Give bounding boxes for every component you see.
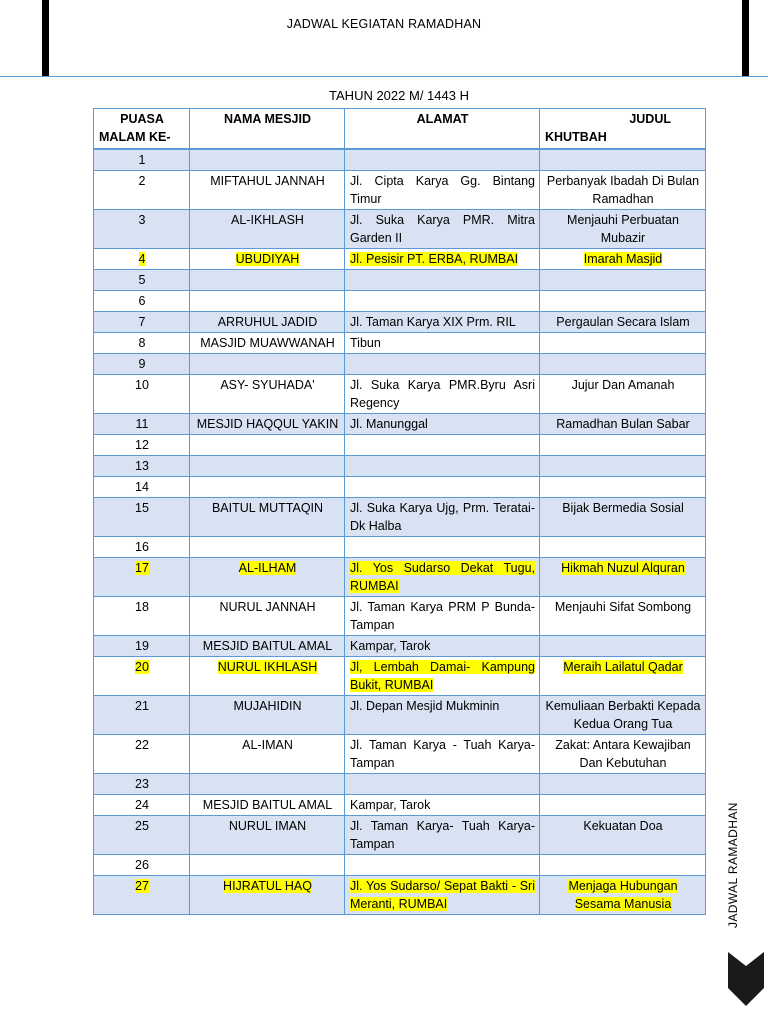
right-margin-bar: [742, 0, 749, 76]
cell-nama-mesjid-text: BAITUL MUTTAQIN: [211, 501, 324, 515]
cell-judul-khutbah: [540, 249, 706, 270]
cell-puasa-text: 3: [138, 213, 146, 227]
col-header-line: NAMA MESJID: [223, 112, 312, 126]
cell-nama-mesjid: [190, 636, 345, 657]
cell-puasa: [94, 375, 190, 414]
cell-judul-khutbah: [540, 876, 706, 915]
cell-nama-mesjid: [190, 696, 345, 735]
cell-puasa-text: 9: [138, 357, 146, 371]
cell-puasa-text: 11: [135, 417, 149, 431]
cell-alamat-text: Jl. Taman Karya - Tuah Karya- Tampan: [350, 738, 535, 770]
cell-nama-mesjid: [190, 414, 345, 435]
cell-alamat: [345, 597, 540, 636]
cell-alamat: [345, 657, 540, 696]
cell-nama-mesjid: [190, 270, 345, 291]
cell-alamat: [345, 876, 540, 915]
col-header-line: PUASA: [120, 112, 164, 126]
cell-alamat-text: Kampar, Tarok: [350, 639, 431, 653]
cell-puasa: [94, 597, 190, 636]
cell-alamat: [345, 795, 540, 816]
table-row: [94, 354, 706, 375]
cell-nama-mesjid: [190, 774, 345, 795]
cell-alamat: [345, 354, 540, 375]
cell-nama-mesjid-text: MASJID MUAWWANAH: [200, 336, 335, 350]
cell-puasa-text: 4: [138, 252, 146, 266]
cell-judul-khutbah-text: Menjaga Hubungan Sesama Manusia: [568, 879, 678, 911]
cell-puasa-text: 26: [135, 858, 149, 872]
cell-puasa-text: 23: [135, 777, 149, 791]
cell-nama-mesjid-text: MESJID BAITUL AMAL: [202, 798, 333, 812]
side-label: JADWAL RAMADHAN: [726, 802, 740, 928]
cell-judul-khutbah: [540, 456, 706, 477]
cell-nama-mesjid-text: MESJID HAQQUL YAKIN: [196, 417, 339, 431]
cell-puasa: [94, 249, 190, 270]
cell-judul-khutbah: [540, 210, 706, 249]
cell-judul-khutbah: [540, 333, 706, 354]
col-header-puasa: [94, 109, 190, 150]
cell-alamat-text: Jl. Suka Karya PMR. Mitra Garden II: [350, 213, 535, 245]
cell-puasa-text: 12: [135, 438, 149, 452]
cell-judul-khutbah: [540, 735, 706, 774]
table-row: [94, 149, 706, 171]
cell-judul-khutbah-text: Jujur Dan Amanah: [571, 378, 675, 392]
cell-puasa: [94, 537, 190, 558]
table-row: [94, 774, 706, 795]
table-row: [94, 498, 706, 537]
cell-alamat: [345, 249, 540, 270]
table-row: [94, 435, 706, 456]
cell-puasa-text: 10: [135, 378, 149, 392]
cell-puasa-text: 19: [135, 639, 149, 653]
cell-puasa-text: 6: [138, 294, 146, 308]
table-row: [94, 291, 706, 312]
cell-alamat: [345, 816, 540, 855]
page-header-title: JADWAL KEGIATAN RAMADHAN: [286, 17, 482, 31]
cell-judul-khutbah: [540, 558, 706, 597]
cell-nama-mesjid: [190, 149, 345, 171]
cell-nama-mesjid: [190, 333, 345, 354]
table-row: [94, 375, 706, 414]
cell-puasa: [94, 696, 190, 735]
cell-judul-khutbah: [540, 291, 706, 312]
cell-nama-mesjid: [190, 291, 345, 312]
col-header-line: ALAMAT: [416, 112, 469, 126]
cell-puasa: [94, 435, 190, 456]
cell-nama-mesjid: [190, 171, 345, 210]
cell-puasa: [94, 498, 190, 537]
cell-alamat-text: Jl. Yos Sudarso Dekat Tugu, RUMBAI: [350, 561, 535, 593]
cell-nama-mesjid: [190, 249, 345, 270]
cell-puasa: [94, 270, 190, 291]
cell-alamat-text: Jl. Yos Sudarso/ Sepat Bakti - Sri Meranti, RUMBAI: [350, 879, 535, 911]
cell-alamat: [345, 291, 540, 312]
cell-nama-mesjid-text: AL-IKHLASH: [231, 213, 304, 227]
cell-puasa-text: 17: [135, 561, 149, 575]
cell-nama-mesjid: [190, 456, 345, 477]
cell-puasa-text: 13: [135, 459, 149, 473]
cell-alamat: [345, 333, 540, 354]
chevron-down-icon: [728, 952, 764, 1006]
cell-judul-khutbah-text: Zakat: Antara Kewajiban Dan Kebutuhan: [555, 738, 691, 770]
cell-puasa-text: 20: [135, 660, 149, 674]
cell-alamat: [345, 270, 540, 291]
cell-judul-khutbah-text: Menjauhi Sifat Sombong: [554, 600, 692, 614]
cell-puasa-text: 15: [135, 501, 149, 515]
table-row: [94, 558, 706, 597]
table-row: [94, 477, 706, 498]
cell-alamat: [345, 537, 540, 558]
cell-alamat-text: Jl. Suka Karya PMR.Byru Asri Regency: [350, 378, 535, 410]
cell-alamat: [345, 435, 540, 456]
table-row: [94, 795, 706, 816]
cell-puasa: [94, 855, 190, 876]
cell-nama-mesjid-text: AL-ILHAM: [238, 561, 297, 575]
cell-nama-mesjid: [190, 435, 345, 456]
cell-puasa: [94, 354, 190, 375]
cell-alamat: [345, 477, 540, 498]
cell-judul-khutbah: [540, 149, 706, 171]
cell-puasa: [94, 312, 190, 333]
col-header-judul-khutbah: [540, 109, 706, 150]
cell-puasa-text: 27: [135, 879, 149, 893]
cell-alamat-text: Tibun: [350, 336, 381, 350]
cell-puasa: [94, 816, 190, 855]
cell-nama-mesjid-text: NURUL JANNAH: [219, 600, 316, 614]
cell-puasa: [94, 477, 190, 498]
cell-puasa: [94, 657, 190, 696]
cell-alamat: [345, 558, 540, 597]
cell-alamat: [345, 696, 540, 735]
table-row: [94, 876, 706, 915]
table-row: [94, 249, 706, 270]
cell-nama-mesjid: [190, 558, 345, 597]
cell-nama-mesjid: [190, 498, 345, 537]
cell-puasa: [94, 333, 190, 354]
cell-alamat-text: Jl. Depan Mesjid Mukminin: [350, 699, 500, 713]
col-header-line: KHUTBAH: [545, 130, 607, 144]
cell-puasa: [94, 456, 190, 477]
cell-judul-khutbah: [540, 816, 706, 855]
cell-puasa-text: 18: [135, 600, 149, 614]
table-row: [94, 636, 706, 657]
cell-judul-khutbah: [540, 498, 706, 537]
cell-judul-khutbah-text: Bijak Bermedia Sosial: [562, 501, 684, 515]
cell-nama-mesjid: [190, 210, 345, 249]
cell-puasa-text: 14: [135, 480, 149, 494]
cell-puasa: [94, 735, 190, 774]
cell-nama-mesjid-text: MESJID BAITUL AMAL: [202, 639, 333, 653]
cell-judul-khutbah: [540, 855, 706, 876]
cell-judul-khutbah: [540, 636, 706, 657]
cell-judul-khutbah-text: Pergaulan Secara Islam: [556, 315, 690, 329]
table-header-row: [94, 109, 706, 150]
cell-puasa-text: 5: [138, 273, 146, 287]
cell-judul-khutbah-text: Perbanyak Ibadah Di Bulan Ramadhan: [546, 174, 700, 206]
cell-alamat-text: Jl, Lembah Damai- Kampung Bukit, RUMBAI: [350, 660, 535, 692]
cell-nama-mesjid-text: AL-IMAN: [242, 738, 293, 752]
table-row: [94, 657, 706, 696]
cell-alamat: [345, 149, 540, 171]
col-header-line: JUDUL: [629, 112, 671, 126]
cell-puasa: [94, 558, 190, 597]
table-row: [94, 735, 706, 774]
cell-judul-khutbah-text: Kekuatan Doa: [583, 819, 663, 833]
year-line: TAHUN 2022 M/ 1443 H: [329, 88, 469, 103]
cell-puasa-text: 1: [138, 153, 146, 167]
header-divider: [0, 76, 768, 77]
table-row: [94, 333, 706, 354]
table-row: [94, 456, 706, 477]
cell-alamat: [345, 414, 540, 435]
cell-puasa: [94, 795, 190, 816]
cell-nama-mesjid: [190, 354, 345, 375]
cell-puasa: [94, 414, 190, 435]
cell-alamat: [345, 855, 540, 876]
cell-alamat-text: Jl. Suka Karya Ujg, Prm. Teratai- Dk Halba: [350, 501, 535, 533]
cell-puasa-text: 16: [135, 540, 149, 554]
cell-judul-khutbah-text: Imarah Masjid: [583, 252, 663, 266]
cell-judul-khutbah: [540, 795, 706, 816]
cell-alamat: [345, 312, 540, 333]
cell-puasa: [94, 210, 190, 249]
table-row: [94, 855, 706, 876]
cell-puasa-text: 8: [138, 336, 146, 350]
cell-nama-mesjid: [190, 876, 345, 915]
cell-nama-mesjid-text: ARRUHUL JADID: [217, 315, 318, 329]
cell-nama-mesjid-text: NURUL IMAN: [228, 819, 307, 833]
cell-alamat: [345, 498, 540, 537]
left-margin-bar: [42, 0, 49, 76]
col-header-alamat: [345, 109, 540, 150]
cell-judul-khutbah: [540, 375, 706, 414]
cell-judul-khutbah: [540, 354, 706, 375]
table-body: [94, 149, 706, 915]
cell-alamat: [345, 171, 540, 210]
table-row: [94, 537, 706, 558]
cell-nama-mesjid: [190, 816, 345, 855]
cell-judul-khutbah-text: Kemuliaan Berbakti Kepada Kedua Orang Tua: [545, 699, 701, 731]
cell-puasa-text: 21: [135, 699, 149, 713]
cell-alamat: [345, 774, 540, 795]
cell-nama-mesjid: [190, 657, 345, 696]
table-row: [94, 816, 706, 855]
cell-alamat-text: Jl. Manunggal: [350, 417, 428, 431]
cell-nama-mesjid: [190, 477, 345, 498]
cell-nama-mesjid: [190, 597, 345, 636]
cell-nama-mesjid: [190, 375, 345, 414]
cell-judul-khutbah: [540, 270, 706, 291]
cell-judul-khutbah-text: Ramadhan Bulan Sabar: [556, 417, 690, 431]
cell-nama-mesjid-text: ASY- SYUHADA': [220, 378, 315, 392]
cell-nama-mesjid: [190, 855, 345, 876]
cell-puasa: [94, 636, 190, 657]
schedule-table: [93, 108, 706, 915]
cell-judul-khutbah: [540, 597, 706, 636]
table-row: [94, 414, 706, 435]
cell-nama-mesjid: [190, 795, 345, 816]
cell-puasa-text: 22: [135, 738, 149, 752]
cell-alamat: [345, 735, 540, 774]
cell-nama-mesjid: [190, 735, 345, 774]
cell-puasa: [94, 149, 190, 171]
cell-alamat-text: Jl. Pesisir PT. ERBA, RUMBAI: [350, 252, 519, 266]
cell-judul-khutbah: [540, 171, 706, 210]
cell-alamat: [345, 636, 540, 657]
cell-judul-khutbah: [540, 537, 706, 558]
cell-judul-khutbah-text: Meraih Lailatul Qadar: [563, 660, 683, 674]
cell-puasa-text: 2: [138, 174, 146, 188]
cell-alamat: [345, 375, 540, 414]
cell-nama-mesjid-text: UBUDIYAH: [235, 252, 300, 266]
cell-alamat: [345, 210, 540, 249]
cell-nama-mesjid-text: MUJAHIDIN: [233, 699, 302, 713]
cell-nama-mesjid-text: HIJRATUL HAQ: [223, 879, 312, 893]
cell-puasa-text: 7: [138, 315, 146, 329]
col-header-nama-mesjid: [190, 109, 345, 150]
table-row: [94, 696, 706, 735]
cell-judul-khutbah: [540, 414, 706, 435]
cell-judul-khutbah: [540, 435, 706, 456]
cell-puasa-text: 25: [135, 819, 149, 833]
cell-puasa: [94, 291, 190, 312]
cell-alamat-text: Kampar, Tarok: [350, 798, 431, 812]
cell-judul-khutbah: [540, 657, 706, 696]
cell-judul-khutbah: [540, 774, 706, 795]
cell-nama-mesjid-text: NURUL IKHLASH: [217, 660, 318, 674]
cell-judul-khutbah: [540, 696, 706, 735]
table-row: [94, 171, 706, 210]
cell-alamat-text: Jl. Taman Karya PRM P Bunda- Tampan: [350, 600, 535, 632]
cell-alamat-text: Jl. Taman Karya- Tuah Karya- Tampan: [350, 819, 535, 851]
table-row: [94, 210, 706, 249]
cell-puasa: [94, 171, 190, 210]
cell-alamat-text: Jl. Cipta Karya Gg. Bintang Timur: [350, 174, 535, 206]
cell-judul-khutbah-text: Hikmah Nuzul Alquran: [561, 561, 685, 575]
cell-judul-khutbah: [540, 312, 706, 333]
cell-judul-khutbah-text: Menjauhi Perbuatan Mubazir: [567, 213, 679, 245]
table-row: [94, 597, 706, 636]
col-header-line: MALAM KE-: [99, 130, 171, 144]
cell-puasa: [94, 774, 190, 795]
table-row: [94, 270, 706, 291]
cell-judul-khutbah: [540, 477, 706, 498]
cell-puasa: [94, 876, 190, 915]
cell-alamat: [345, 456, 540, 477]
cell-nama-mesjid: [190, 312, 345, 333]
table-row: [94, 312, 706, 333]
cell-nama-mesjid: [190, 537, 345, 558]
cell-nama-mesjid-text: MIFTAHUL JANNAH: [210, 174, 325, 188]
cell-alamat-text: Jl. Taman Karya XIX Prm. RIL: [350, 315, 516, 329]
cell-puasa-text: 24: [135, 798, 149, 812]
